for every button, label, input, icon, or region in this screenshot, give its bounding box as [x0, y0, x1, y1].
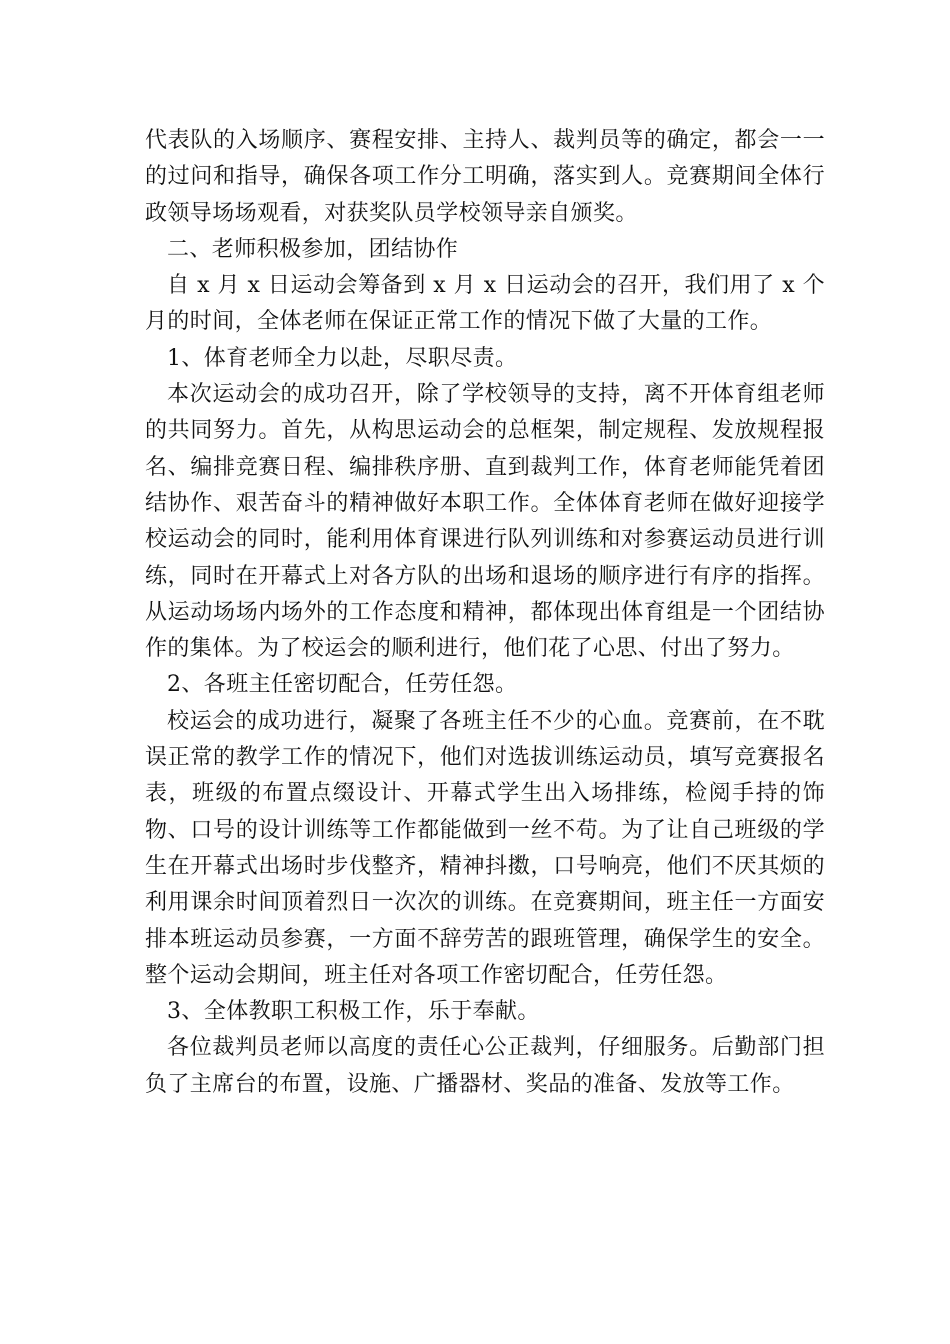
subheading-class-teachers: 2、各班主任密切配合，任劳任怨。	[167, 672, 518, 698]
paragraph-pe-teachers: 本次运动会的成功召开，除了学校领导的支持，离不开体育组老师的共同努力。首先，从构思运动会的总框架，制定规程、发放规程报名、编排竞赛日程、编排秩序册、直到裁判工作，体育老师能凭着团结协作、艰苦奋斗的精神做好本职工作。全体体育老师在做好迎接学校运动会的同时，能利用体育课进行队列训练和对参赛运动员进行训练，同时在开幕式上对各方队的出场和退场的顺序进行有序的指挥。从运动场场内场外的工作态度和精神，都体现出体育组是一个团结协作的集体。为了校运会的顺利进行，他们花了心思、付出了努力。	[145, 382, 825, 662]
paragraph-continuation: 代表队的入场顺序、赛程安排、主持人、裁判员等的确定，都会一一的过问和指导，确保各项工作分工明确，落实到人。竞赛期间全体行政领导场场观看，对获奖队员学校领导亲自颁奖。	[145, 128, 825, 226]
subheading-all-staff: 3、全体教职工积极工作，乐于奉献。	[167, 999, 540, 1025]
paragraph-preparation: 自 x 月 x 日运动会筹备到 x 月 x 日运动会的召开，我们用了 x 个月的时间，全体老师在保证正常工作的情况下做了大量的工作。	[145, 273, 825, 335]
document-body	[145, 123, 825, 1103]
section-heading-teachers: 二、老师积极参加，团结协作	[167, 236, 459, 262]
paragraph-class-teachers: 校运会的成功进行，凝聚了各班主任不少的心血。竞赛前，在不耽误正常的教学工作的情况下，他们对选拔训练运动员，填写竞赛报名表，班级的布置点缀设计、开幕式学生出入场排练，检阅手持的饰物、口号的设计训练等工作都能做到一丝不苟。为了让自己班级的学生在开幕式出场时步伐整齐，精神抖擞，口号响亮，他们不厌其烦的利用课余时间顶着烈日一次次的训练。在竞赛期间，班主任一方面安排本班运动员参赛，一方面不辞劳苦的跟班管理，确保学生的安全。整个运动会期间，班主任对各项工作密切配合，任劳任怨。	[145, 708, 825, 988]
paragraph-all-staff: 各位裁判员老师以高度的责任心公正裁判，仔细服务。后勤部门担负了主席台的布置，设施、广播器材、奖品的准备、发放等工作。	[145, 1035, 825, 1097]
subheading-pe-teachers: 1、体育老师全力以赴，尽职尽责。	[167, 345, 518, 371]
